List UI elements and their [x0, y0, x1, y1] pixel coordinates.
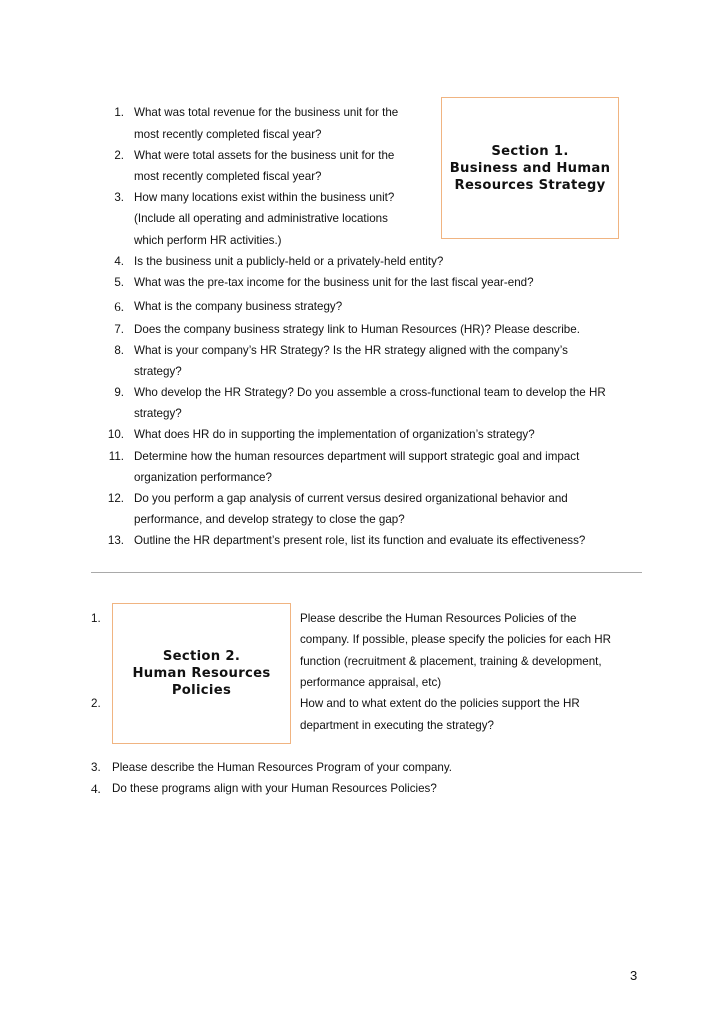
section1-title-line: Business and Human: [449, 160, 611, 176]
question-text: Determine how the human resources department will support strategic goal and impact: [134, 450, 580, 463]
question-text: which perform HR activities.): [134, 234, 282, 247]
question-text: Do these programs align with your Human Resources Policies?: [112, 782, 437, 795]
question-text: Do you perform a gap analysis of current versus desired organizational behavior and: [134, 492, 568, 505]
section-divider: [91, 572, 642, 573]
question-text: strategy?: [134, 407, 182, 420]
section1-title-line: Section 1.: [491, 143, 569, 159]
question-number: 10.: [107, 428, 124, 441]
question-text: What is your company’s HR Strategy? Is the HR strategy aligned with the company’s: [134, 344, 568, 357]
question-text: Who develop the HR Strategy? Do you assemble a cross-functional team to develop the HR: [134, 386, 606, 399]
section2-title-line: Policies: [171, 683, 232, 698]
section2-title-line: Human Resources: [132, 666, 271, 681]
question-text: Does the company business strategy link to Human Resources (HR)? Please describe.: [134, 323, 580, 336]
question-number: 9.: [114, 386, 124, 399]
question-text: Please describe the Human Resources Policies of the: [300, 612, 577, 625]
question-text: company. If possible, please specify the policies for each HR: [300, 633, 612, 646]
question-text: performance, and develop strategy to close the gap?: [134, 513, 405, 526]
question-text: How many locations exist within the business unit?: [134, 191, 395, 204]
question-number: 12.: [107, 492, 124, 505]
section2-title-line: Section 2.: [162, 649, 241, 664]
question-text: What does HR do in supporting the implementation of organization’s strategy?: [134, 428, 535, 441]
page-number: 3: [630, 968, 638, 983]
section1-title: [450, 143, 611, 194]
section2-title-box: [112, 603, 291, 744]
question-number: 5.: [114, 276, 124, 289]
question-text: function (recruitment & placement, training & development,: [300, 655, 602, 668]
question-text: Is the business unit a publicly-held or a privately-held entity?: [134, 255, 444, 268]
question-text: What was total revenue for the business unit for the: [134, 106, 399, 119]
question-text: (Include all operating and administrative locations: [134, 212, 388, 225]
question-text: What was the pre-tax income for the business unit for the last fiscal year-end?: [134, 276, 534, 289]
question-number: 2.: [91, 697, 101, 710]
question-number: 1.: [91, 612, 101, 625]
question-text: Outline the HR department’s present role, list its function and evaluate its effectiveness?: [134, 534, 586, 547]
question-text: How and to what extent do the policies support the HR: [300, 697, 580, 710]
question-text: What is the company business strategy?: [134, 300, 343, 313]
question-number: 4.: [114, 255, 124, 268]
question-text: What were total assets for the business unit for the: [134, 149, 395, 162]
question-text: performance appraisal, etc): [300, 676, 442, 689]
section1-title-box: [441, 97, 619, 239]
question-text: most recently completed fiscal year?: [134, 170, 322, 183]
question-number: 1.: [114, 106, 124, 119]
section2-title: [132, 648, 270, 699]
question-number: 2.: [114, 149, 124, 162]
question-text: department in executing the strategy?: [300, 719, 494, 732]
section1-title-line: Resources Strategy: [454, 177, 606, 193]
question-number: 8.: [114, 344, 124, 357]
question-text: Please describe the Human Resources Program of your company.: [112, 761, 453, 774]
question-number: 3.: [91, 761, 101, 774]
question-number: 11.: [108, 450, 124, 463]
question-number: 7.: [114, 323, 124, 336]
question-text: strategy?: [134, 365, 182, 378]
question-number: 4.: [91, 781, 101, 796]
question-number: 3.: [114, 191, 124, 204]
question-number: 13.: [107, 534, 124, 547]
question-number: 6.: [114, 299, 124, 314]
question-text: organization performance?: [134, 471, 272, 484]
question-text: most recently completed fiscal year?: [134, 128, 322, 141]
